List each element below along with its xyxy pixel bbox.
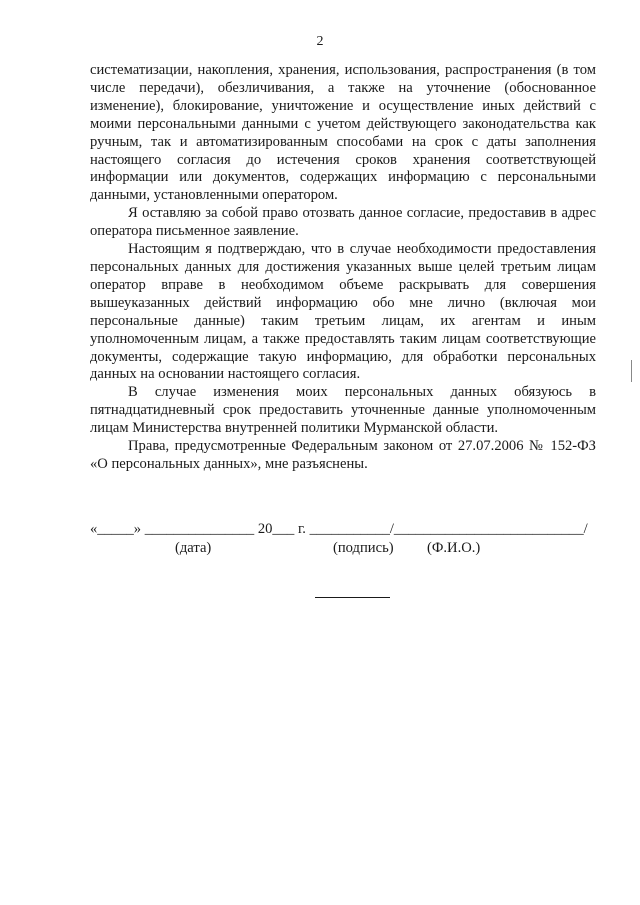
paragraph-continuation: систематизации, накопления, хранения, использования, распространения (в том числе передачи), обезличивания, а также на уточнение (обоснованное изменение), блокирование, уничтожение и осуществление иных действий с моими персональными данными с учетом действующего законодательства как ручным, так и автоматизированным способами на срок с даты заполнения настоящего согласия до истечения сроков хранения соответствующей информации или документов, содержащих информацию с персональными данными, установленными оператором. [90, 62, 596, 204]
paragraph-rights: Права, предусмотренные Федеральным законом от 27.07.2006 № 152-ФЗ «О персональных данных», мне разъяснены. [90, 438, 596, 472]
paragraph-data-change: В случае изменения моих персональных данных обязуюсь в пятнадцатидневный срок предоставить уточненные данные уполномоченным лицам Министерства внутренней политики Мурманской области. [90, 384, 596, 437]
end-separator-line [315, 597, 390, 598]
paragraph-third-parties: Настоящим я подтверждаю, что в случае необходимости предоставления персональных данных для достижения указанных выше целей третьим лицам оператор вправе в необходимом объеме раскрывать для совершения вышеуказанных действий информацию обо мне лично (включая мои персональные данные) таким третьим лицам, их агентам и иным уполномоченным лицам, а также предоставлять таким лицам соответствующие документы, содержащие такую информацию, для обработки персональных данных на основании настоящего согласия. [90, 241, 596, 383]
paragraph-revocation: Я оставляю за собой право отозвать данное согласие, предоставив в адрес оператора письменное заявление. [90, 205, 596, 240]
scan-edge-mark [631, 360, 632, 382]
signature-caption: (подпись) [333, 540, 394, 556]
signature-line: «_____» _______________ 20___ г. ___________/__________________________/ [90, 521, 588, 537]
page-number: 2 [316, 34, 324, 49]
name-caption: (Ф.И.О.) [427, 540, 481, 556]
consent-body [90, 62, 596, 474]
date-caption: (дата) [175, 540, 212, 556]
